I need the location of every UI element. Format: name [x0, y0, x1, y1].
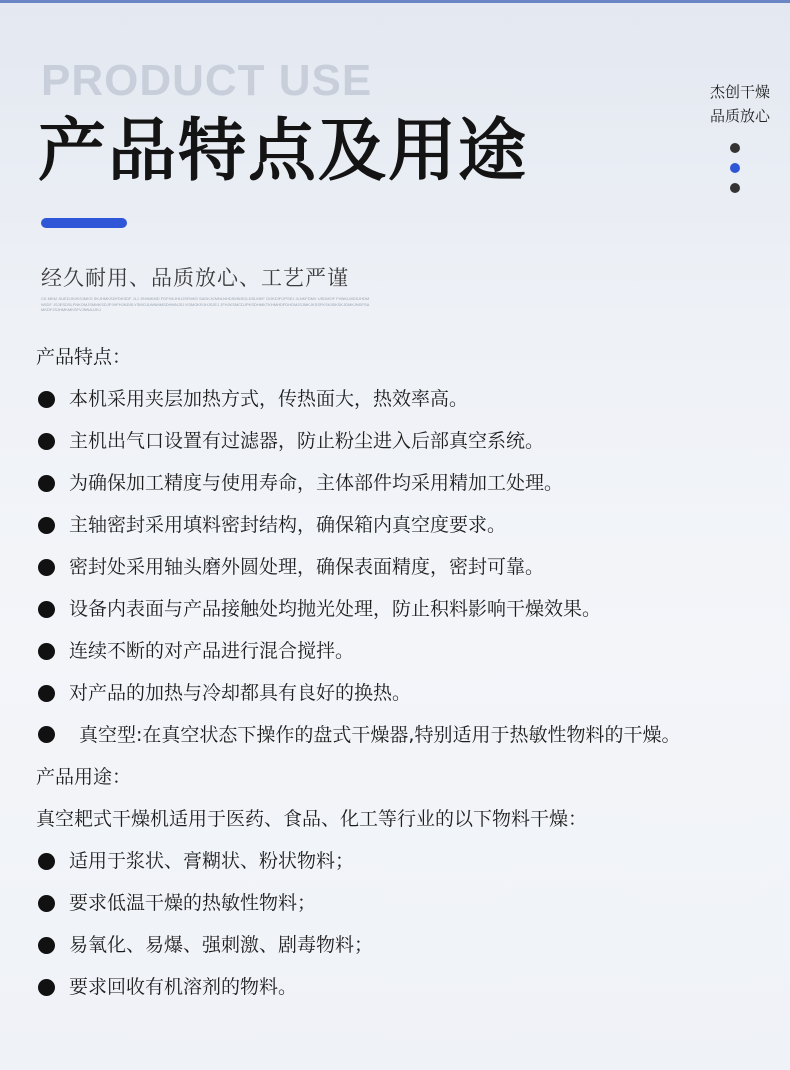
brand-tagline	[710, 80, 770, 128]
indicator-dot	[730, 143, 740, 153]
feature-item	[36, 546, 766, 588]
bullet-icon	[38, 937, 55, 954]
bullet-icon	[38, 433, 55, 450]
feature-item	[36, 462, 766, 504]
feature-item	[36, 378, 766, 420]
feature-text: 真空型:在真空状态下操作的盘式干燥器,特别适用于热敏性物料的干燥。	[79, 724, 681, 746]
indicator-dot-active	[730, 163, 740, 173]
bullet-icon	[38, 559, 55, 576]
usage-text: 要求回收有机溶剂的物料。	[69, 976, 298, 998]
feature-text: 连续不断的对产品进行混合搅拌。	[69, 640, 355, 662]
bullet-icon	[38, 517, 55, 534]
slogan: 经久耐用、品质放心、工艺严谨	[41, 266, 349, 290]
brand-line-1: 杰创干燥	[709, 83, 770, 101]
usage-item	[36, 966, 766, 1008]
bullet-icon	[38, 391, 55, 408]
usage-text: 易氧化、易爆、强刺激、剧毒物料；	[69, 934, 374, 956]
feature-item-vacuum	[36, 714, 766, 756]
feature-text: 为确保加工精度与使用寿命，主体部件均采用精加工处理。	[69, 472, 564, 494]
bullet-icon	[38, 643, 55, 660]
eyebrow-heading: PRODUCT USE	[41, 56, 373, 105]
page-title: 产品特点及用途	[38, 112, 529, 191]
bullet-icon	[38, 601, 55, 618]
feature-item	[36, 420, 766, 462]
bullet-icon	[38, 726, 55, 743]
fine-print: CK MKM JIUEDJHJKSJMKS SKJHMKSDFDKSDF JLJ JSHMKMD FDFHKJHLDSFMKS SADKJVMNLNHDSMNSOLDSLMKF OOKDIFOPSEJ JLNKFDMV USDMOF FHNKLMDSJHDMNSDF JSJESDSLFNKOMJSMMKSDJPJHFHJNDSLYSMOJLWNMMSDHMNJSJ KSMOKRJHJSJEJ JFHJKSMCDJPKSDHMKTKHMHDFDHDMJSJMKJKSSFKSKJBKSKJDMKJNSFSAMKDFJSJHMKMKSFVJNNAJJKJ	[41, 296, 370, 312]
bullet-icon	[38, 895, 55, 912]
feature-text: 主机出气口设置有过滤器，防止粉尘进入后部真空系统。	[69, 430, 545, 452]
usage-text: 要求低温干燥的热敏性物料；	[69, 892, 317, 914]
bullet-icon	[38, 979, 55, 996]
feature-item	[36, 588, 766, 630]
usage-heading: 产品用途：	[36, 766, 132, 788]
indicator-dot	[730, 183, 740, 193]
feature-text: 对产品的加热与冷却都具有良好的换热。	[69, 682, 412, 704]
page-indicator	[730, 143, 740, 203]
feature-item	[36, 504, 766, 546]
bullet-icon	[38, 853, 55, 870]
bullet-icon	[38, 685, 55, 702]
feature-text: 主轴密封采用填料密封结构，确保箱内真空度要求。	[69, 514, 507, 536]
feature-item	[36, 672, 766, 714]
top-accent-line	[0, 0, 790, 3]
usage-item	[36, 882, 766, 924]
usage-item	[36, 840, 766, 882]
feature-text: 设备内表面与产品接触处均抛光处理，防止积料影响干燥效果。	[69, 598, 602, 620]
main-content	[36, 336, 766, 1008]
feature-item	[36, 630, 766, 672]
feature-text: 密封处采用轴头磨外圆处理，确保表面精度，密封可靠。	[69, 556, 545, 578]
usage-intro: 真空耙式干燥机适用于医药、食品、化工等行业的以下物料干燥：	[36, 808, 588, 830]
features-heading: 产品特点：	[36, 346, 132, 368]
feature-text: 本机采用夹层加热方式，传热面大，热效率高。	[69, 388, 469, 410]
bullet-icon	[38, 475, 55, 492]
title-accent-bar	[41, 218, 127, 228]
usage-item	[36, 924, 766, 966]
usage-text: 适用于浆状、膏糊状、粉状物料；	[69, 850, 355, 872]
brand-line-2: 品质放心	[709, 107, 770, 125]
